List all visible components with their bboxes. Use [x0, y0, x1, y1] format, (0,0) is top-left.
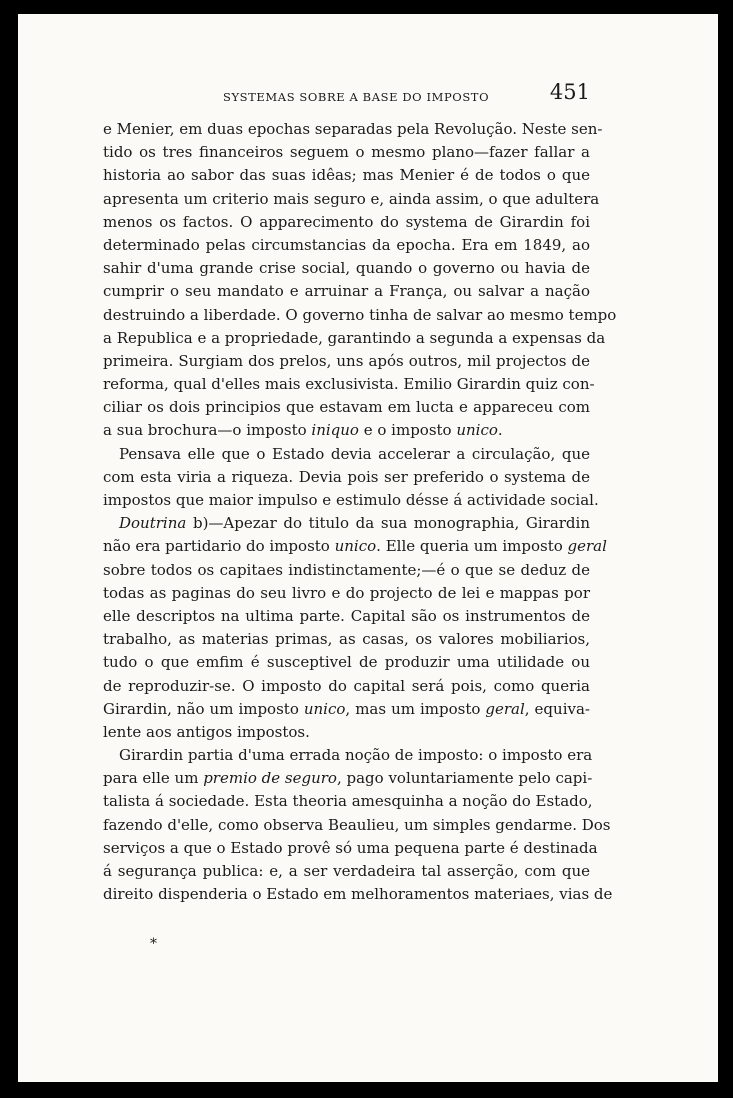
text-line: não era partidario do imposto unico. Elle queria um imposto geral — [103, 537, 607, 556]
signature-mark: * — [150, 936, 157, 952]
text-line: tido os tres financeiros seguem o mesmo plano—fazer fallar a — [103, 143, 590, 162]
text-line: serviços a que o Estado provê só uma pequena parte é destinada — [103, 838, 598, 857]
text-line: tudo o que emfim é susceptivel de produzir uma utilidade ou — [103, 653, 590, 672]
text-line: lente aos antigos impostos. — [103, 722, 310, 741]
text-line: todas as paginas do seu livro e do projecto de lei e mappas por — [103, 583, 590, 602]
text-line: destruindo a liberdade. O governo tinha de salvar ao mesmo tempo — [103, 305, 617, 324]
text-line: Girardin partia d'uma errada noção de imposto: o imposto era — [119, 746, 593, 765]
text-line: impostos que maior impulso e estimulo désse á actividade social. — [103, 491, 599, 509]
text-line: talista á sociedade. Esta theoria amesquinha a noção do Estado, — [103, 792, 593, 811]
text-line: Pensava elle que o Estado devia accelerar a circulação, que — [119, 444, 590, 463]
text-line: apresenta um criterio mais seguro e, ainda assim, o que adultera — [103, 189, 600, 208]
running-title: SYSTEMAS SOBRE A BASE DO IMPOSTO — [223, 90, 490, 104]
text-line: reforma, qual d'elles mais exclusivista. Emilio Girardin quiz con- — [103, 375, 595, 394]
text-line: de reproduzir-se. O imposto do capital será pois, como queria — [103, 676, 590, 695]
book-page — [18, 14, 718, 1082]
text-line: cumprir o seu mandato e arruinar a França, ou salvar a nação — [103, 282, 590, 301]
text-line: com esta viria a riqueza. Devia pois ser preferido o systema de — [103, 467, 590, 486]
text-line: Doutrina b)—Apezar do titulo da sua monographia, Girardin — [119, 514, 590, 533]
page-number: 451 — [549, 80, 590, 104]
text-line: Girardin, não um imposto unico, mas um imposto geral, equiva- — [103, 699, 590, 718]
text-line: ciliar os dois principios que estavam em lucta e appareceu com — [103, 398, 590, 417]
text-line: menos os factos. O apparecimento do systema de Girardin foi — [103, 212, 590, 231]
text-line: á segurança publica: e, a ser verdadeira tal asserção, com que — [103, 862, 590, 880]
text-line: primeira. Surgiam dos prelos, uns após outros, mil projectos de — [103, 351, 590, 370]
text-line: elle descriptos na ultima parte. Capital são os instrumentos de — [103, 606, 590, 625]
text-line: a sua brochura—o imposto iniquo e o imposto unico. — [103, 421, 503, 440]
text-line: fazendo d'elle, como observa Beaulieu, um simples gendarme. Dos — [103, 815, 611, 834]
text-line: sobre todos os capitaes indistinctamente;—é o que se deduz de — [103, 560, 590, 579]
body-text — [103, 118, 617, 906]
text-line: determinado pelas circumstancias da epocha. Era em 1849, ao — [103, 235, 590, 254]
text-line: historia ao sabor das suas idêas; mas Menier é de todos o que — [103, 166, 590, 185]
text-line: a Republica e a propriedade, garantindo a segunda a expensas da — [103, 328, 606, 347]
text-line: para elle um premio de seguro, pago voluntariamente pelo capi- — [103, 769, 593, 788]
text-line: direito dispenderia o Estado em melhoramentos materiaes, vias de — [103, 885, 613, 904]
text-line: trabalho, as materias primas, as casas, os valores mobiliarios, — [103, 630, 590, 649]
text-line: sahir d'uma grande crise social, quando o governo ou havia de — [103, 259, 590, 278]
page-header — [103, 78, 590, 110]
text-line: e Menier, em duas epochas separadas pela Revolução. Neste sen- — [103, 120, 603, 138]
